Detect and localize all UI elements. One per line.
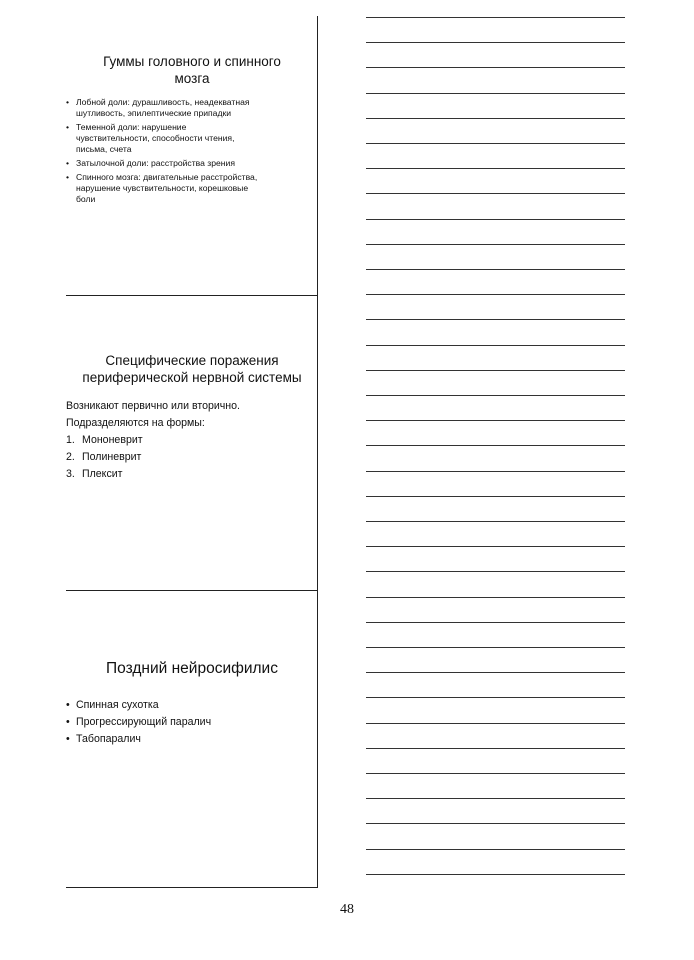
note-line <box>366 471 625 472</box>
note-line <box>366 546 625 547</box>
slide-paragraph: Подразделяются на формы: <box>66 417 205 429</box>
note-line <box>366 420 625 421</box>
list-item: • Теменной доли: нарушение чувствительности, способности чтения, письма, счета <box>66 122 235 154</box>
slide-title-line2: мозга <box>174 71 210 86</box>
note-line <box>366 17 625 18</box>
note-line <box>366 874 625 875</box>
slide-bullet-list <box>66 698 318 746</box>
list-item: 3. Плексит <box>66 468 123 480</box>
note-line <box>366 697 625 698</box>
slide-title <box>66 352 318 386</box>
bullet-icon: • <box>66 699 70 711</box>
note-line <box>366 67 625 68</box>
slide-title-line1: Гуммы головного и спинного <box>103 54 281 69</box>
note-line <box>366 496 625 497</box>
note-line <box>366 445 625 446</box>
note-line <box>366 647 625 648</box>
note-line <box>366 269 625 270</box>
note-line <box>366 168 625 169</box>
slide-divider-2 <box>66 590 318 591</box>
slide-numbered-list <box>66 433 318 481</box>
note-line <box>366 521 625 522</box>
note-line <box>366 370 625 371</box>
slide-bullet-list <box>66 97 318 205</box>
note-line <box>366 294 625 295</box>
note-line <box>366 823 625 824</box>
list-item: • Лобной доли: дурашливость, неадекватная шутливость, эпилептические припадки <box>66 97 250 118</box>
slide-title-line2: периферической нервной системы <box>82 370 302 385</box>
list-item: • Спинного мозга: двигательные расстройства, нарушение чувствительности, корешковые боли <box>66 172 258 204</box>
note-line <box>366 723 625 724</box>
list-item: • Прогрессирующий паралич <box>66 716 212 728</box>
slide-peripheral-ns <box>66 352 318 484</box>
note-line <box>366 345 625 346</box>
note-line <box>366 143 625 144</box>
bullet-icon: • <box>66 733 70 745</box>
note-line <box>366 773 625 774</box>
note-line <box>366 748 625 749</box>
page-number: 48 <box>340 902 354 917</box>
bullet-icon: • <box>66 172 70 182</box>
list-item: 2. Полиневрит <box>66 451 142 463</box>
note-line <box>366 395 625 396</box>
note-line <box>366 798 625 799</box>
note-line <box>366 597 625 598</box>
list-item: • Спинная сухотка <box>66 699 159 711</box>
note-line <box>366 622 625 623</box>
slide-title <box>66 53 318 87</box>
list-item: 1. Мононеврит <box>66 434 143 446</box>
slide-paragraph: Возникают первично или вторично. <box>66 400 240 412</box>
bullet-icon: • <box>66 158 70 168</box>
note-line <box>366 42 625 43</box>
note-line <box>366 571 625 572</box>
note-line <box>366 319 625 320</box>
bullet-icon: • <box>66 97 70 107</box>
note-line <box>366 219 625 220</box>
slide-divider-3 <box>66 887 318 888</box>
list-item: • Табопаралич <box>66 733 141 745</box>
slide-title: Поздний нейросифилис <box>106 660 278 677</box>
note-line <box>366 118 625 119</box>
note-line <box>366 672 625 673</box>
slide-gummas <box>66 53 318 208</box>
bullet-icon: • <box>66 716 70 728</box>
note-line <box>366 849 625 850</box>
slide-late-neurosyphilis <box>66 659 318 749</box>
note-line <box>366 93 625 94</box>
slide-title-line1: Специфические поражения <box>105 353 279 368</box>
bullet-icon: • <box>66 122 70 132</box>
note-line <box>366 193 625 194</box>
list-item: • Затылочной доли: расстройства зрения <box>66 158 235 168</box>
slide-divider-1 <box>66 295 318 296</box>
note-line <box>366 244 625 245</box>
